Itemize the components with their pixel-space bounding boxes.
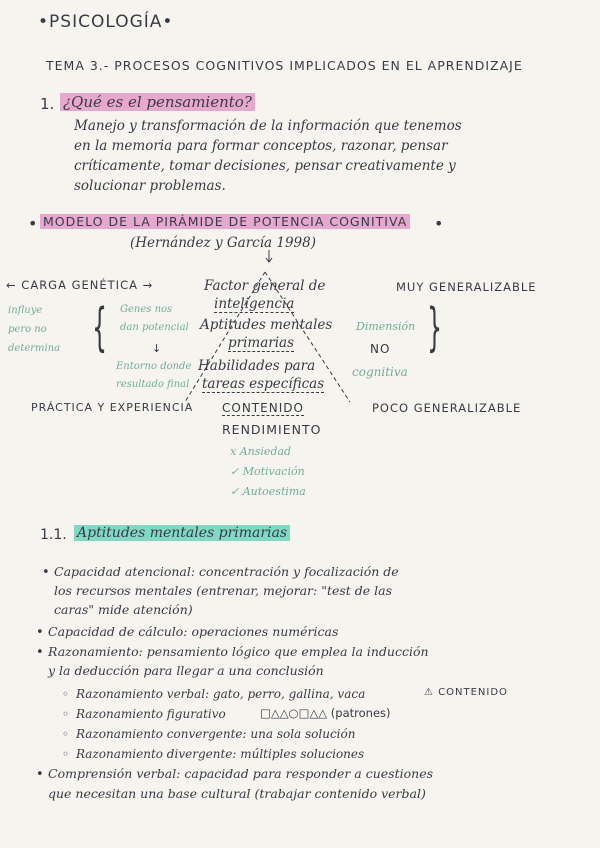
poorly-generalizable-label: POCO GENERALIZABLE — [372, 401, 522, 415]
left-brace: { — [92, 298, 107, 358]
right-note-1: Dimensión — [356, 320, 416, 333]
pyramid-level5: RENDIMIENTO — [222, 422, 322, 437]
model-bullet-left: • — [28, 214, 38, 233]
practice-label: PRÁCTICA Y EXPERIENCIA — [31, 401, 194, 414]
item2-line1: Capacidad de cálculo: operaciones numéricas — [48, 624, 339, 639]
pyramid-level1-b: inteligencia — [214, 296, 295, 312]
model-citation: (Hernández y García 1998) — [130, 235, 317, 251]
model-title: MODELO DE LA PIRÁMIDE DE POTENCIA COGNITIVA — [40, 216, 410, 229]
genes-note-2: dan potencial — [120, 322, 189, 333]
item1-bullet: • — [42, 565, 50, 580]
sub3-label: Razonamiento convergente: una sola solución — [76, 727, 356, 741]
sub4-bullet: ◦ — [62, 747, 70, 761]
genetic-load-label: ← CARGA GENÉTICA → — [6, 278, 154, 292]
item2-bullet: • — [36, 625, 44, 640]
genes-arrow-icon: ↓ — [152, 342, 162, 355]
env-note-2: resultado final — [116, 379, 190, 390]
pyramid-level4: CONTENIDO — [222, 401, 304, 415]
right-note-3: cognitiva — [352, 365, 408, 379]
item1-line1: Capacidad atencional: concentración y focalización de — [54, 564, 399, 579]
pyramid-level3-b: tareas específicas — [202, 376, 325, 392]
item4-line1: Comprensión verbal: capacidad para responder a cuestiones — [48, 766, 434, 781]
section1-line-3: críticamente, tomar decisiones, pensar creativamente y — [74, 158, 456, 174]
sub1-bullet: ◦ — [62, 687, 70, 701]
item3-line1: Razonamiento: pensamiento lógico que emplea la inducción — [48, 644, 429, 659]
item3-line2: y la deducción para llegar a una conclusión — [48, 663, 324, 678]
section1-line-2: en la memoria para formar conceptos, razonar, pensar — [74, 138, 448, 154]
sub4-label: Razonamiento divergente: múltiples soluciones — [76, 747, 365, 761]
model-bullet-right: • — [434, 214, 444, 233]
subject-heading: •PSICOLOGÍA• — [38, 12, 174, 32]
pyramid-level2-b: primarias — [228, 335, 295, 351]
section1-number: 1. — [40, 95, 55, 113]
sub3-bullet: ◦ — [62, 727, 70, 741]
theme-title: TEMA 3.- PROCESOS COGNITIVOS IMPLICADOS EN EL APRENDIZAJE — [46, 58, 523, 73]
item3-bullet: • — [36, 645, 44, 660]
section1-line-1: Manejo y transformación de la información que tenemos — [74, 118, 462, 134]
side-note-3: determina — [8, 343, 61, 354]
sub2-extra: □△△○□△△ (patrones) — [260, 706, 391, 720]
section11-title: Aptitudes mentales primarias — [74, 526, 290, 540]
section11-number: 1.1. — [40, 527, 67, 543]
sub1-label: Razonamiento verbal: gato, perro, gallina, vaca — [76, 687, 366, 701]
side-note-1: influye — [8, 305, 43, 316]
right-note-2: NO — [370, 342, 391, 356]
item1-line3: caras" mide atención) — [54, 602, 193, 617]
factor-self-esteem: ✓ Autoestima — [230, 485, 306, 498]
very-generalizable-label: MUY GENERALIZABLE — [396, 280, 537, 294]
sub2-label: Razonamiento figurativo — [76, 707, 226, 721]
side-note-2: pero no — [8, 324, 47, 335]
item4-bullet: • — [36, 767, 44, 782]
item4-line2: que necesitan una base cultural (trabajar contenido verbal) — [48, 786, 426, 801]
section1-line-4: solucionar problemas. — [74, 178, 226, 194]
genes-note-1: Genes nos — [120, 304, 173, 315]
pyramid-top-arrow — [266, 250, 272, 262]
pyramid-level2-a: Aptitudes mentales — [200, 317, 333, 333]
factor-anxiety: x Ansiedad — [230, 445, 292, 458]
item1-line2: los recursos mentales (entrenar, mejorar: "test de las — [54, 583, 393, 598]
env-note-1: Entorno donde — [116, 361, 192, 372]
pyramid-level3-a: Habilidades para — [198, 358, 316, 374]
factor-motivation: ✓ Motivación — [230, 465, 305, 478]
sub1-extra: ⚠ CONTENIDO — [424, 687, 508, 698]
sub2-bullet: ◦ — [62, 707, 70, 721]
right-brace: } — [427, 298, 442, 358]
section1-title: ¿Qué es el pensamiento? — [60, 95, 255, 110]
pyramid-level1-a: Factor general de — [204, 278, 326, 294]
